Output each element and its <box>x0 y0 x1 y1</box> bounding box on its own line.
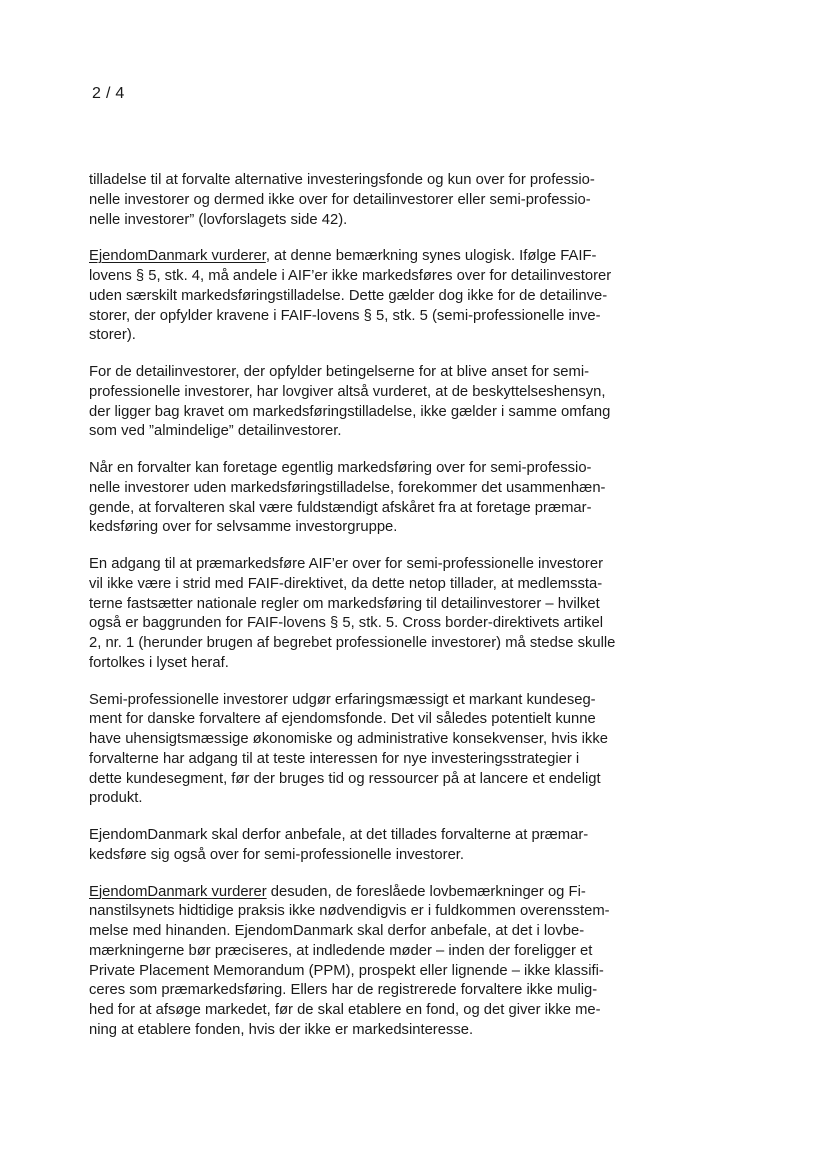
text-line <box>89 499 679 519</box>
line-text: dette kundesegment, før der bruges tid og ressourcer på at lancere et endeligt <box>89 770 601 787</box>
text-line <box>89 422 679 442</box>
line-text: fortolkes i lyset heraf. <box>89 654 229 671</box>
line-text: nelle investorer og dermed ikke over for detailinvestorer eller semi-professio- <box>89 191 591 208</box>
text-line <box>89 1001 679 1021</box>
text-line <box>89 595 679 615</box>
text-line <box>89 962 679 982</box>
text-line <box>89 1021 679 1041</box>
text-line <box>89 383 679 403</box>
text-line <box>89 942 679 962</box>
text-line <box>89 518 679 538</box>
text-line <box>89 922 679 942</box>
line-text: mærkningerne bør præciseres, at indledende møder – inden der foreligger et <box>89 942 593 959</box>
text-line <box>89 575 679 595</box>
line-text: gende, at forvalteren skal være fuldstændigt afskåret fra at foretage præmar- <box>89 499 592 516</box>
text-line <box>89 171 679 191</box>
line-text: forvalterne har adgang til at teste interessen for nye investeringsstrategier i <box>89 750 580 767</box>
text-line <box>89 614 679 634</box>
line-text: 2, nr. 1 (herunder brugen af begrebet professionelle investorer) må stedse skulle <box>89 635 616 651</box>
line-text: have uhensigtsmæssige økonomiske og administrative konsekvenser, hvis ikke <box>89 731 608 747</box>
text-line <box>89 191 679 211</box>
underlined-phrase: EjendomDanmark vurderer <box>89 883 267 900</box>
line-text: som ved ”almindelige” detailinvestorer. <box>89 423 342 440</box>
text-line <box>89 789 679 809</box>
line-text: ment for danske forvaltere af ejendomsfonde. Det vil således potentielt kunne <box>89 711 596 728</box>
paragraph <box>89 247 679 346</box>
line-text: produkt. <box>89 790 143 807</box>
paragraph <box>89 691 679 810</box>
line-text: uden særskilt markedsføringstilladelse. Dette gælder dog ikke for de detailinve- <box>89 287 608 304</box>
text-line <box>89 770 679 790</box>
text-line <box>89 403 679 423</box>
text-line <box>89 363 679 383</box>
line-text: kedsføre sig også over for semi-professionelle investorer. <box>89 846 465 863</box>
text-line <box>89 634 679 654</box>
line-text: der ligger bag kravet om markedsføringstilladelse, ikke gælder i samme omfang <box>89 403 611 420</box>
line-text: For de detailinvestorer, der opfylder betingelserne for at blive anset for semi- <box>89 364 590 380</box>
paragraph <box>89 363 679 442</box>
line-text: professionelle investorer, har lovgiver altså vurderet, at de beskyttelseshensyn, <box>89 383 606 400</box>
line-text: vil ikke være i strid med FAIF-direktivet, da dette netop tillader, at medlemssta- <box>89 575 603 592</box>
text-line <box>89 691 679 711</box>
line-text: nelle investorer” (lovforslagets side 42). <box>89 211 348 228</box>
line-text: storer). <box>89 327 136 344</box>
line-text: En adgang til at præmarkedsføre AIF’er over for semi-professionelle investorer <box>89 556 603 572</box>
paragraph <box>89 826 679 866</box>
page-number: 2 / 4 <box>92 85 125 102</box>
line-text: Når en forvalter kan foretage egentlig markedsføring over for semi-professio- <box>89 460 592 476</box>
underlined-phrase: EjendomDanmark vurderer <box>89 248 266 265</box>
text-line <box>89 730 679 750</box>
paragraph <box>89 555 679 674</box>
text-line <box>89 750 679 770</box>
document-body <box>89 171 679 1058</box>
text-line <box>89 479 679 499</box>
text-line <box>89 247 679 267</box>
text-line <box>89 846 679 866</box>
text-line <box>89 555 679 575</box>
text-line <box>89 287 679 307</box>
line-text: tilladelse til at forvalte alternative investeringsfonde og kun over for professio- <box>89 172 595 188</box>
line-text: storer, der opfylder kravene i FAIF-lovens § 5, stk. 5 (semi-professionelle inve- <box>89 307 601 324</box>
line-text: EjendomDanmark skal derfor anbefale, at det tillades forvalterne at præmar- <box>89 827 589 843</box>
text-line <box>89 307 679 327</box>
text-line <box>89 267 679 287</box>
line-text: Semi-professionelle investorer udgør erfaringsmæssigt et markant kundeseg- <box>89 691 596 708</box>
line-text: desuden, de foreslåede lovbemærkninger og Fi- <box>266 883 586 900</box>
text-line <box>89 710 679 730</box>
text-line <box>89 826 679 846</box>
line-text: lovens § 5, stk. 4, må andele i AIF’er ikke markedsføres over for detailinvestorer <box>89 268 612 284</box>
text-line <box>89 211 679 231</box>
line-text: nanstilsynets hidtidige praksis ikke nødvendigvis er i fuldkommen overensstem- <box>89 903 610 920</box>
line-text: melse med hinanden. EjendomDanmark skal derfor anbefale, at det i lovbe- <box>89 923 585 939</box>
text-line <box>89 883 679 903</box>
line-text: hed for at afsøge markedet, før de skal etablere en fond, og det giver ikke me- <box>89 1002 601 1018</box>
text-line <box>89 654 679 674</box>
paragraph <box>89 171 679 230</box>
line-text: også er baggrunden for FAIF-lovens § 5, stk. 5. Cross border-direktivets artikel <box>89 615 604 632</box>
line-text: , at denne bemærkning synes ulogisk. Ifølge FAIF- <box>265 248 597 265</box>
line-text: ceres som præmarkedsføring. Ellers har de registrerede forvaltere ikke mulig- <box>89 982 598 999</box>
line-text: ning at etablere fonden, hvis der ikke er markedsinteresse. <box>89 1021 474 1038</box>
text-line <box>89 326 679 346</box>
text-line <box>89 981 679 1001</box>
line-text: nelle investorer uden markedsføringstilladelse, forekommer det usammenhæn- <box>89 479 606 496</box>
line-text: Private Placement Memorandum (PPM), prospekt eller lignende – ikke klassifi- <box>89 962 604 979</box>
paragraph <box>89 459 679 538</box>
line-text: kedsføring over for selvsamme investorgruppe. <box>89 519 398 536</box>
text-line <box>89 902 679 922</box>
line-text: terne fastsætter nationale regler om markedsføring til detailinvestorer – hvilket <box>89 595 600 612</box>
paragraph <box>89 883 679 1041</box>
text-line <box>89 459 679 479</box>
